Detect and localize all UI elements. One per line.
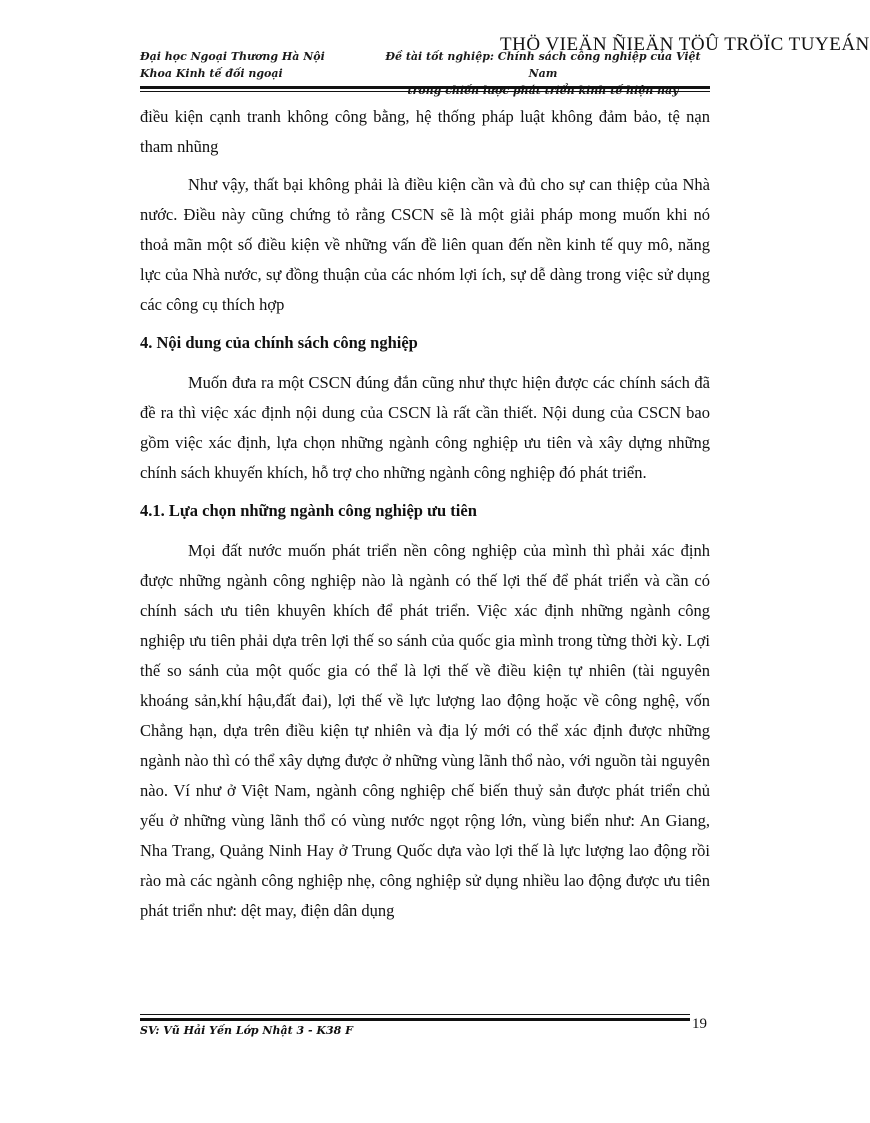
header-left (140, 48, 370, 82)
header-university: Đại học Ngoại Thương Hà Nội (140, 50, 325, 63)
paragraph-4: Mọi đất nước muốn phát triển nền công nghiệp của mình thì phải xác định được những ngành công nghiệp nào là ngành có thế lợi thế để phát triển và cần có chính sách ưu tiên khuyên khích để phát triển. Việc xác định những ngành công nghiệp ưu tiên phải dựa trên lợi thế so sánh của quốc gia mình trong từng thời kỳ. Lợi thế so sánh của một quốc gia có thể là lợi thế về điều kiện tự nhiên (tài nguyên khoáng sản,khí hậu,đất đai), lợi thế về lực lượng lao động hoặc về công nghệ, vốn Chẳng hạn, dựa trên điều kiện tự nhiên và địa lý mới có thể xác định được những ngành nào thì có thể xây dựng được ở những vùng lãnh thổ nào, với nguồn tài nguyên nào. Ví như ở Việt Nam, ngành công nghiệp chế biến thuỷ sản được phát triển chủ yếu ở những vùng lãnh thổ có vùng nước ngọt rộng lớn, vùng biển như: An Giang, Nha Trang, Quảng Ninh Hay ở Trung Quốc dựa vào lợi thế là lực lượng lao động rồi rào mà các ngành công nghiệp nhẹ, công nghiệp sử dụng nhiều lao động được ưu tiên phát triển như: dệt may, điện dân dụng (140, 541, 710, 920)
section-heading-4-1: 4.1. Lựa chọn những ngành công nghiệp ưu tiên (140, 501, 477, 520)
watermark-text: THÖ VIEÄN ÑIEÄN TÖÛ TRÖÏC TUYEÁN (500, 34, 870, 55)
header-rule-thin (140, 91, 710, 92)
paragraph-1: điều kiện cạnh tranh không công bằng, hệ thống pháp luật không đảm bảo, tệ nạn tham nhũng (140, 107, 710, 156)
page-body (140, 102, 710, 934)
header-thesis-title: Đề tài tốt nghiệp: Chính sách công nghiệp của Việt Nam (385, 50, 701, 80)
footer-author: SV: Vũ Hải Yến Lớp Nhật 3 - K38 F (140, 1024, 353, 1037)
footer-rule-thick (140, 1018, 690, 1021)
header-rule-thick (140, 86, 710, 89)
paragraph-3: Muốn đưa ra một CSCN đúng đắn cũng như thực hiện được các chính sách đã đề ra thì việc xác định nội dung của CSCN là rất cần thiết. Nội dung của CSCN bao gồm việc xác định, lựa chọn những ngành công nghiệp ưu tiên và xây dựng những chính sách khuyến khích, hỗ trợ cho những ngành công nghiệp đó phát triển. (140, 373, 710, 482)
header-thesis-subtitle: trong chiến lược phát triển kinh tế hiện nay (407, 84, 679, 97)
footer-rule-thin (140, 1014, 690, 1015)
section-heading-4: 4. Nội dung của chính sách công nghiệp (140, 333, 418, 352)
header-faculty: Khoa Kinh tế đối ngoại (140, 67, 283, 80)
paragraph-2: Như vậy, thất bại không phải là điều kiện cần và đủ cho sự can thiệp của Nhà nước. Điều này cũng chứng tỏ rằng CSCN sẽ là một giải pháp mong muốn khi nó thoả mãn một số điều kiện về những vấn đề liên quan đến nền kinh tế quy mô, năng lực của Nhà nước, sự đồng thuận của các nhóm lợi ích, sự dễ dàng trong việc sử dụng các công cụ thích hợp (140, 175, 710, 314)
page-number: 19 (692, 1016, 707, 1032)
